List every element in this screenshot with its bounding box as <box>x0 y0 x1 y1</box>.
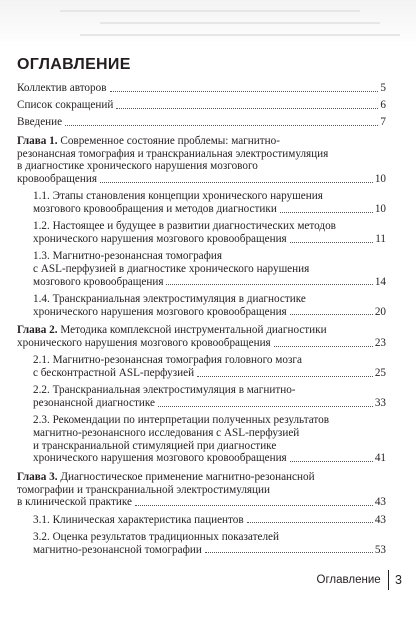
toc-entry-text: 3.2. Оценка результатов традиционных показателей <box>33 530 279 543</box>
dot-leader <box>166 284 372 285</box>
toc-entry <box>17 99 386 112</box>
toc-entry-line <box>33 440 386 453</box>
toc-entry-text: резонансная томография и транскраниальная электростимуляция <box>17 147 329 160</box>
toc-entry-text: в клинической практике <box>17 496 132 509</box>
toc-entry-text: Список сокращений <box>17 99 114 112</box>
dot-leader <box>197 376 373 377</box>
toc-entry-line <box>33 427 386 440</box>
toc-entry <box>33 250 386 288</box>
dot-leader <box>290 461 373 462</box>
toc-entry-line <box>17 148 386 161</box>
toc-entry-text: Диагностическое применение магнитно-резонансной <box>60 470 315 483</box>
dot-leader <box>247 522 373 523</box>
toc-entry-text: 1.2. Настоящее и будущее в развитии диагностических методов <box>33 220 336 233</box>
toc-entry <box>33 514 386 527</box>
dot-leader <box>135 505 373 506</box>
toc-entry-text: магнитно-резонансной томографии <box>33 543 202 556</box>
toc-entry-text: и транскраниальной стимуляцией при диагностике <box>33 439 277 452</box>
toc-entry-text: 3.1. Клиническая характеристика пациентов <box>33 513 244 526</box>
toc-entry-text: хронического нарушения мозгового кровообращения <box>33 452 287 465</box>
chapter-label: Глава 3. <box>17 470 58 483</box>
dot-leader <box>290 242 374 243</box>
toc-entry <box>17 116 386 129</box>
toc-entry-text: магнитно-резонансного исследования с ASL-перфузией <box>33 426 300 439</box>
toc-entry-text: 2.1. Магнитно-резонансная томография головного мозга <box>33 354 302 367</box>
toc-entry-line <box>33 384 386 397</box>
toc-page-number: 43 <box>374 496 386 509</box>
toc-entry-text: Методика комплексной инструментальной диагностики <box>60 324 327 337</box>
toc-entry <box>17 82 386 95</box>
toc-entry-text: резонансной диагностике <box>33 396 155 409</box>
toc-entry-text: кровообращения <box>17 173 97 186</box>
toc-entry <box>33 354 386 379</box>
toc-entry <box>17 135 386 186</box>
toc-entry <box>33 531 386 556</box>
toc-entry-text: с бесконтрастной ASL-перфузией <box>33 366 195 379</box>
toc-entry <box>33 414 386 465</box>
dot-leader <box>116 108 378 109</box>
dot-leader <box>280 212 373 213</box>
toc-entry-text: 2.2. Транскраниальная электростимуляция в магнитно- <box>33 384 296 397</box>
dot-leader <box>110 91 379 92</box>
toc-entry-line <box>33 220 386 233</box>
toc-page-number: 33 <box>374 396 386 409</box>
chapter-label: Глава 2. <box>17 324 58 337</box>
toc-entry-text: 2.3. Рекомендации по интерпретации полученных результатов <box>33 414 330 427</box>
toc-entry-text: в диагностике хронического нарушения мозгового <box>17 160 258 173</box>
toc-entry-line <box>17 135 386 148</box>
toc-entry-text: томографии и транскраниальной электростимуляции <box>17 483 271 496</box>
toc-entry-line <box>33 354 386 367</box>
toc-entry <box>33 384 386 409</box>
toc-entry-text: 1.1. Этапы становления концепции хронического нарушения <box>33 190 323 203</box>
dot-leader <box>274 346 373 347</box>
toc-page-number: 25 <box>374 366 386 379</box>
toc-entry-line <box>17 324 386 337</box>
dot-leader <box>205 552 373 553</box>
toc-page-number: 43 <box>374 513 386 526</box>
toc-page-number: 20 <box>374 305 386 318</box>
toc-entry-text: мозгового кровообращения и методов диагностики <box>33 203 277 216</box>
toc-page-number: 23 <box>374 336 386 349</box>
toc-page-number: 10 <box>374 203 386 216</box>
toc-entry-line <box>33 263 386 276</box>
toc-entry <box>33 220 386 245</box>
toc-entry-line <box>33 250 386 263</box>
previous-page-bleed-through <box>0 0 416 48</box>
toc-entry-line <box>33 531 386 544</box>
toc-entry <box>17 324 386 349</box>
toc-page-number: 7 <box>380 116 386 129</box>
dot-leader <box>290 314 373 315</box>
page-title: ОГЛАВЛЕНИЕ <box>17 56 131 73</box>
toc-entry-text: Современное состояние проблемы: магнитно- <box>60 134 280 147</box>
toc-page-number: 10 <box>374 173 386 186</box>
chapter-label: Глава 1. <box>17 134 58 147</box>
toc-page-number: 6 <box>380 99 386 112</box>
footer-label: Оглавление <box>316 574 381 586</box>
toc-entry-line <box>17 484 386 497</box>
toc-entry-text: хронического нарушения мозгового кровообращения <box>33 233 287 246</box>
toc-page-number: 11 <box>375 233 386 246</box>
dot-leader <box>65 125 378 126</box>
toc-entry-text: Коллектив авторов <box>17 82 107 94</box>
toc-entry-line <box>33 414 386 427</box>
dot-leader <box>100 182 373 183</box>
footer-divider <box>388 570 389 590</box>
toc-entry <box>33 293 386 318</box>
toc-entry-line <box>33 190 386 203</box>
running-footer <box>317 570 402 590</box>
toc-page-number: 5 <box>380 82 386 94</box>
toc-entry <box>33 190 386 215</box>
table-of-contents <box>17 82 386 561</box>
toc-entry <box>17 471 386 509</box>
toc-entry-text: хронического нарушения мозгового кровообращения <box>17 336 271 349</box>
toc-entry-text: с ASL-перфузией в диагностике хронического нарушения <box>33 263 310 276</box>
toc-entry-line <box>17 471 386 484</box>
toc-page-number: 14 <box>374 275 386 288</box>
toc-entry-text: Введение <box>17 116 63 129</box>
toc-page-number: 53 <box>374 543 386 556</box>
toc-entry-text: 1.3. Магнитно-резонансная томография <box>33 250 223 263</box>
toc-entry-text: 1.4. Транскраниальная электростимуляция в диагностике <box>33 293 306 306</box>
toc-entry-line <box>33 293 386 306</box>
toc-entry-text: мозгового кровообращения <box>33 275 164 288</box>
toc-entry-text: хронического нарушения мозгового кровообращения <box>33 305 287 318</box>
toc-entry-line <box>17 160 386 173</box>
page-number: 3 <box>395 573 402 587</box>
dot-leader <box>158 406 373 407</box>
toc-page-number: 41 <box>374 452 386 465</box>
